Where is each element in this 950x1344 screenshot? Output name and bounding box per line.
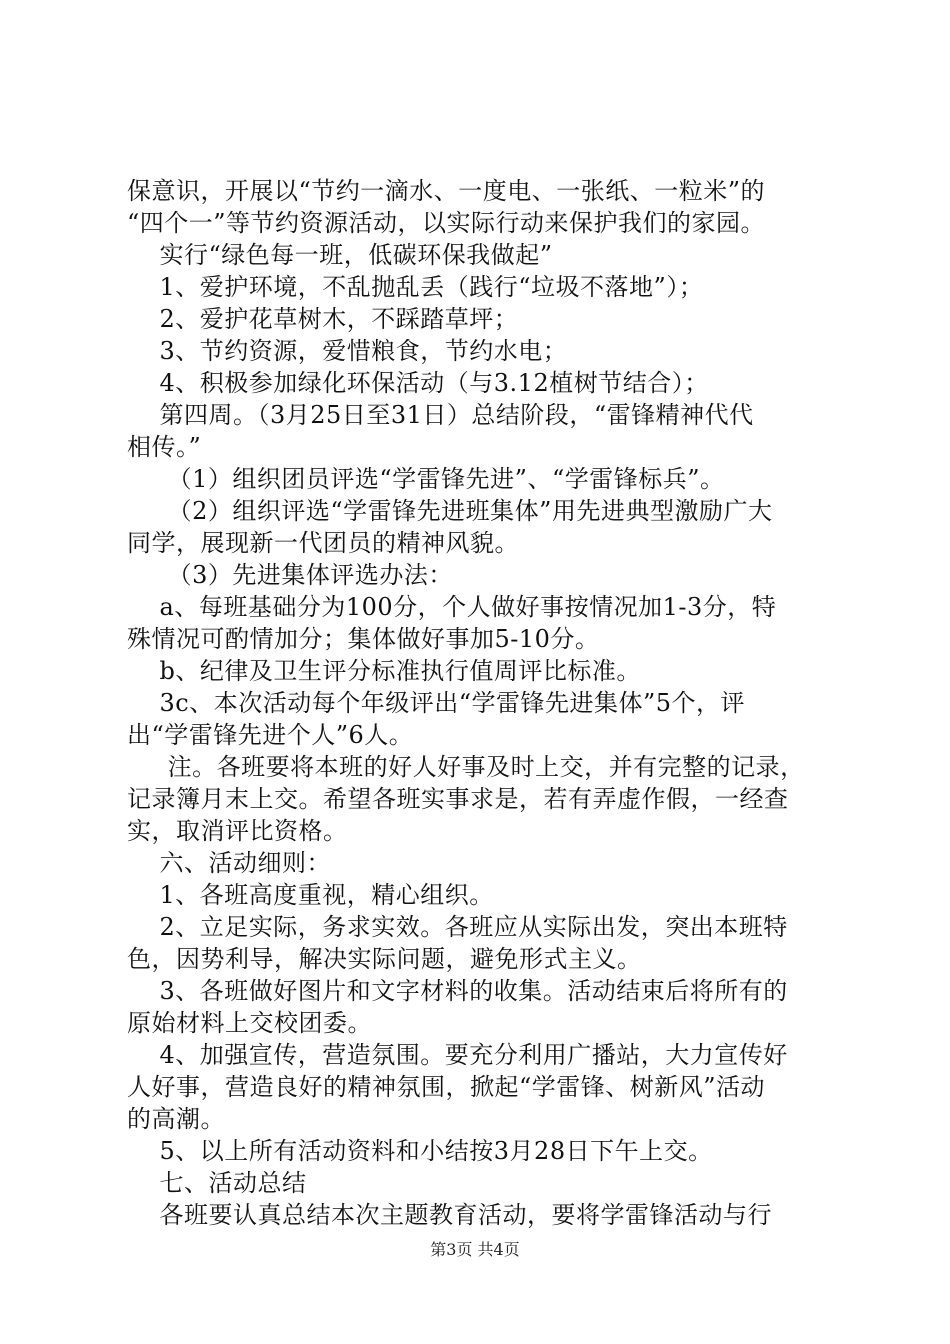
text-line: 出“学雷锋先进个人”6人。: [127, 721, 414, 749]
text-line: 色，因势利导，解决实际问题，避免形式主义。: [127, 945, 642, 973]
text-line: 2、爱护花草树木，不踩踏草坪；: [127, 305, 519, 333]
text-line: 记录簿月末上交。希望各班实事求是，若有弄虚作假，一经查: [127, 785, 789, 813]
text-line: 保意识，开展以“节约一滴水、一度电、一张纸、一粒米”的: [127, 177, 766, 205]
text-line: （3）先进集体评选办法：: [127, 561, 453, 589]
text-line: 2、立足实际，务求实效。各班应从实际出发，突出本班特: [127, 913, 788, 941]
text-line: 同学，展现新一代团员的精神风貌。: [127, 529, 519, 557]
text-line: 殊情况可酌情加分；集体做好事加5-10分。: [127, 625, 600, 653]
text-line: 3、各班做好图片和文字材料的收集。活动结束后将所有的: [127, 977, 788, 1005]
text-line: 的高潮。: [127, 1105, 225, 1133]
text-line: 原始材料上交校团委。: [127, 1009, 372, 1037]
text-line: 六、活动细则：: [127, 849, 332, 877]
text-line: （1）组织团员评选“学雷锋先进”、“学雷锋标兵”。: [127, 465, 725, 493]
text-line: 七、活动总结: [127, 1169, 307, 1197]
text-line: “四个一”等节约资源活动，以实际行动来保护我们的家园。: [127, 209, 766, 237]
text-line: 1、爱护环境，不乱抛乱丢（践行“垃圾不落地”）；: [127, 273, 704, 301]
page-footer: 第3页 共4页: [430, 1240, 520, 1259]
text-line: 相传。”: [127, 433, 202, 461]
text-line: （2）组织评选“学雷锋先进班集体”用先进典型激励广大: [127, 497, 773, 525]
text-line: 人好事，营造良好的精神氛围，掀起“学雷锋、树新风”活动: [127, 1073, 766, 1101]
text-line: 1、各班高度重视，精心组织。: [127, 881, 494, 909]
text-line: 实行“绿色每一班，低碳环保我做起”: [127, 241, 553, 269]
text-line: 注。各班要将本班的好人好事及时上交，并有完整的记录，: [127, 753, 805, 781]
text-line: 第四周。（3月25日至31日）总结阶段，“雷锋精神代代: [127, 401, 754, 429]
text-line: 3、节约资源，爱惜粮食，节约水电；: [127, 337, 568, 365]
text-line: 5、以上所有活动资料和小结按3月28日下午上交。: [127, 1137, 713, 1165]
text-line: 3c、本次活动每个年级评出“学雷锋先进集体”5个，评: [127, 689, 746, 717]
text-line: 实，取消评比资格。: [127, 817, 348, 845]
text-line: b、纪律及卫生评分标准执行值周评比标准。: [127, 657, 641, 685]
text-line: 4、加强宣传，营造氛围。要充分利用广播站，大力宣传好: [127, 1041, 788, 1069]
document-body: [127, 175, 831, 1231]
text-line: a、每班基础分为100分，个人做好事按情况加1-3分，特: [127, 593, 777, 621]
text-line: 各班要认真总结本次主题教育活动，要将学雷锋活动与行: [127, 1201, 773, 1229]
text-line: 4、积极参加绿化环保活动（与3.12植树节结合）；: [127, 369, 709, 397]
